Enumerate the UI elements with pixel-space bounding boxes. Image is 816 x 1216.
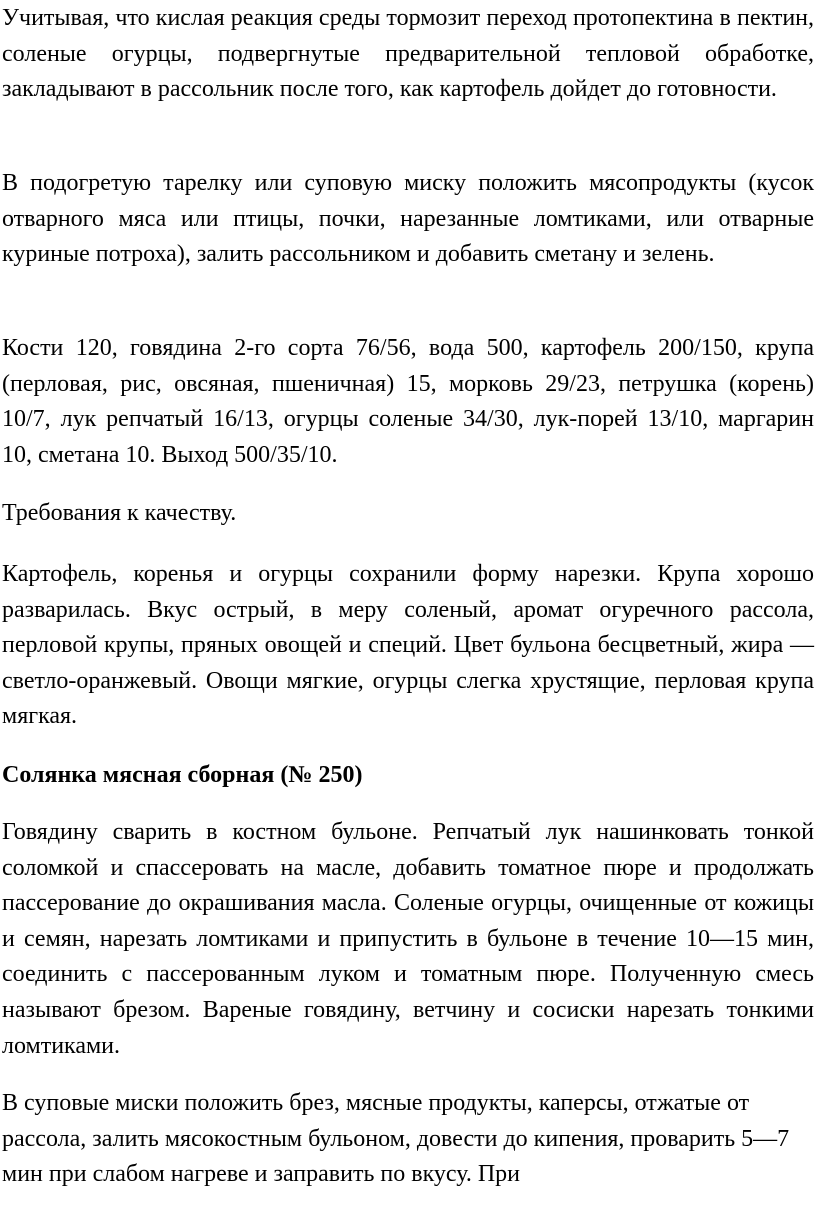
- paragraph-solyanka-serving: В суповые миски положить брез, мясные продукты, каперсы, отжатые от рассола, залить мясокостным бульоном, довести до кипения, проварить 5—7 мин при слабом нагреве и заправить по вкусу. При: [2, 1090, 790, 1188]
- section-heading-solyanka: Солянка мясная сборная (№ 250): [2, 762, 363, 788]
- paragraph-quality-title: Требования к качеству.: [2, 500, 237, 526]
- paragraph-quality-description: Картофель, коренья и огурцы сохранили форму нарезки. Крупа хорошо разварилась. Вкус острый, в меру соленый, аромат огуречного рассола, перловой крупы, пряных овощей и специй. Цвет бульона бесцветный, жира — светло-оранжевый. Овощи мягкие, огурцы слегка хрустящие, перловая крупа мягкая.: [2, 561, 814, 730]
- paragraph-serving: В подогретую тарелку или суповую миску положить мясопродукты (кусок отварного мяса или птицы, почки, нарезанные ломтиками, или отварные куриные потроха), залить рассольником и добавить сметану и зелень.: [2, 170, 814, 268]
- paragraph-pectin: Учитывая, что кислая реакция среды тормозит переход протопектина в пектин, соленые огурцы, подвергнутые предварительной тепловой обработке, закладывают в рассольник после того, как картофель дойдет до готовности.: [2, 5, 814, 103]
- paragraph-solyanka-preparation: Говядину сварить в костном бульоне. Репчатый лук нашинковать тонкой соломкой и спассеровать на масле, добавить томатное пюре и продолжать пассерование до окрашивания масла. Соленые огурцы, очищенные от кожицы и семян, нарезать ломтиками и припустить в бульоне в течение 10—15 мин, соединить с пассерованным луком и томатным пюре. Полученную смесь называют брезом. Вареные говядину, ветчину и сосиски нарезать тонкими ломтиками.: [2, 819, 814, 1059]
- paragraph-ingredients: Кости 120, говядина 2-го сорта 76/56, вода 500, картофель 200/150, крупа (перловая, рис, овсяная, пшеничная) 15, морковь 29/23, петрушка (корень) 10/7, лук репчатый 16/13, огурцы соленые 34/30, лук-порей 13/10, маргарин 10, сметана 10. Выход 500/35/10.: [2, 335, 814, 468]
